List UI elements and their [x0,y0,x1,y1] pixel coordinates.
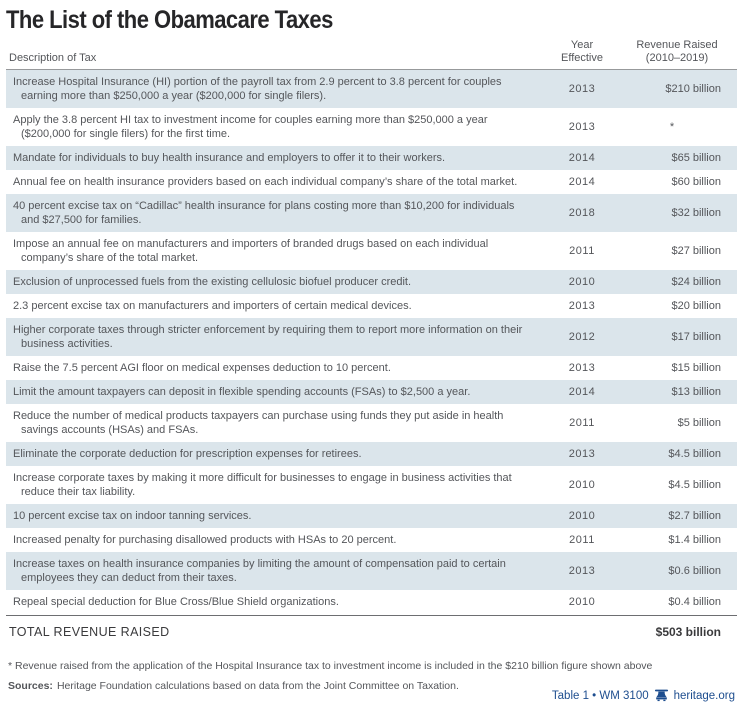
row-year: 2013 [568,565,596,577]
total-label: TOTAL REVENUE RAISED [9,625,170,639]
row-year: 2010 [568,479,596,491]
table-row [6,466,737,504]
table-row [6,504,737,528]
heritage-org-link[interactable]: heritage.org [673,689,735,702]
row-description: Increased penalty for purchasing disallowed products with HSAs to 20 percent. [13,534,397,546]
row-year: 2013 [568,83,596,95]
row-year: 2018 [568,207,596,219]
row-revenue: $27 billion [671,245,721,257]
row-year: 2010 [568,276,596,288]
row-description: 40 percent excise tax on “Cadillac” health insurance for plans costing more than $10,200 for individuals and $27,500 for families. [13,200,515,226]
row-revenue: $1.4 billion [668,534,721,546]
row-revenue: $17 billion [671,331,721,343]
table-row [6,270,737,294]
row-description: Reduce the number of medical products taxpayers can purchase using funds they put aside in health savings accounts (HSAs) and FSAs. [13,410,504,436]
row-revenue: $5 billion [677,417,721,429]
row-revenue: $4.5 billion [668,479,721,491]
row-year: 2013 [568,362,596,374]
table-row [6,528,737,552]
row-year: 2010 [568,510,596,522]
table-row [6,108,737,146]
column-header-revenue-line1: Revenue Raised [636,39,718,51]
row-description: Impose an annual fee on manufacturers and importers of branded drugs based on each individual company’s share of the total market. [13,238,489,264]
row-year: 2013 [568,448,596,460]
row-year: 2013 [568,300,596,312]
row-revenue: $60 billion [671,176,721,188]
table-row [6,146,737,170]
table-row [6,194,737,232]
row-description: Eliminate the corporate deduction for prescription expenses for retirees. [13,448,362,460]
row-revenue: $4.5 billion [668,448,721,460]
row-year: 2010 [568,596,596,608]
row-revenue: $2.7 billion [668,510,721,522]
row-revenue: $0.4 billion [668,596,721,608]
row-description: Annual fee on health insurance providers based on each individual company’s share of the total market. [13,176,518,188]
table-row [6,318,737,356]
row-description: Limit the amount taxpayers can deposit in flexible spending accounts (FSAs) to $2,500 a year. [13,386,471,398]
column-header-revenue-line2: (2010–2019) [645,52,709,64]
row-description: 2.3 percent excise tax on manufacturers and importers of certain medical devices. [13,300,412,312]
row-revenue: $15 billion [671,362,721,374]
column-header-year-line1: Year [570,39,594,51]
column-header-description: Description of Tax [9,52,97,64]
row-description: 10 percent excise tax on indoor tanning services. [13,510,252,522]
row-description: Increase Hospital Insurance (HI) portion of the payroll tax from 2.9 percent to 3.8 percent for couples earning more than $250,000 a year ($200,000 for single filers). [13,76,502,102]
row-year: 2014 [568,152,596,164]
row-revenue: $65 billion [671,152,721,164]
table-row [6,170,737,194]
table-row [6,356,737,380]
column-header-revenue [617,39,737,65]
row-year: 2011 [569,417,595,429]
sources-text: Heritage Foundation calculations based on data from the Joint Committee on Taxation. [56,680,459,692]
row-revenue: * [669,121,675,133]
table-row [6,442,737,466]
row-year: 2011 [569,245,595,257]
row-description: Exclusion of unprocessed fuels from the existing cellulosic biofuel producer credit. [13,276,412,288]
table-row [6,380,737,404]
row-year: 2011 [569,534,595,546]
footer [552,689,735,702]
row-description: Raise the 7.5 percent AGI floor on medical expenses deduction to 10 percent. [13,362,391,374]
table-header-row [6,39,737,70]
table-row [6,404,737,442]
row-description: Increase corporate taxes by making it more difficult for businesses to engage in business activities that reduce their tax liability. [13,472,512,498]
row-revenue: $210 billion [665,83,721,95]
row-year: 2014 [568,176,596,188]
column-header-year [547,39,617,65]
total-row [6,615,737,649]
row-year: 2013 [568,121,596,133]
table-row [6,70,737,108]
row-description: Higher corporate taxes through stricter enforcement by requiring them to report more information on their business activities. [13,324,523,350]
row-revenue: $13 billion [671,386,721,398]
page-title: The List of the Obamacare Taxes [6,6,333,34]
asterisk-footnote: * Revenue raised from the application of the Hospital Insurance tax to investment income is included in the $210 billion figure shown above [8,660,653,672]
row-description: Apply the 3.8 percent HI tax to investment income for couples earning more than $250,000 a year ($200,000 for single filers) for the first time. [13,114,488,140]
table-body [6,70,737,614]
row-revenue: $24 billion [671,276,721,288]
table-reference: Table 1 • WM 3100 [551,689,649,702]
table-row [6,232,737,270]
column-header-year-line2: Effective [561,52,603,64]
row-description: Mandate for individuals to buy health insurance and employers to offer it to their workers. [13,152,446,164]
row-description: Repeal special deduction for Blue Cross/Blue Shield organizations. [13,596,339,608]
sources-label: Sources: [8,680,53,692]
table-row [6,552,737,590]
row-revenue: $32 billion [671,207,721,219]
row-description: Increase taxes on health insurance companies by limiting the amount of compensation paid to certain employees they can deduct from their taxes. [13,558,506,584]
row-revenue: $20 billion [671,300,721,312]
row-year: 2014 [568,386,596,398]
row-year: 2012 [568,331,596,343]
table-row [6,294,737,318]
table-row [6,590,737,614]
row-revenue: $0.6 billion [668,565,721,577]
liberty-bell-icon [654,689,669,702]
total-value: $503 billion [655,625,721,639]
